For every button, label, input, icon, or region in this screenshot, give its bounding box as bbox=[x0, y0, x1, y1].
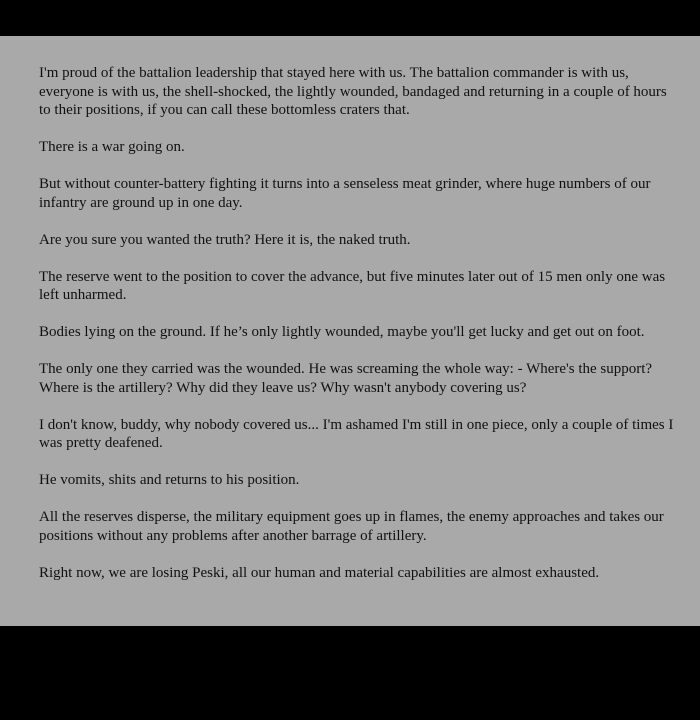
paragraph: Right now, we are losing Peski, all our human and material capabilities are almost exhausted. bbox=[39, 564, 600, 581]
paragraph: Are you sure you wanted the truth? Here it is, the naked truth. bbox=[39, 231, 411, 248]
paragraph: There is a war going on. bbox=[39, 139, 185, 155]
text-panel bbox=[0, 36, 700, 626]
paragraph: He vomits, shits and returns to his position. bbox=[39, 472, 300, 488]
paragraph: I don't know, buddy, why nobody covered us... I'm ashamed I'm still in one piece, only a couple of times I was pretty deafened. bbox=[39, 416, 674, 451]
document-body bbox=[39, 64, 679, 601]
paragraph: The reserve went to the position to cover the advance, but five minutes later out of 15 men only one was left unharmed. bbox=[39, 268, 666, 303]
paragraph: Bodies lying on the ground. If he’s only lightly wounded, maybe you'll get lucky and get out on foot. bbox=[39, 324, 645, 340]
paragraph: All the reserves disperse, the military equipment goes up in flames, the enemy approaches and takes our positions without any problems after another barrage of artillery. bbox=[39, 509, 664, 544]
paragraph: I'm proud of the battalion leadership that stayed here with us. The battalion commander is with us, everyone is with us, the shell-shocked, the lightly wounded, bandaged and returning in a couple of hours to their positions, if you can call these bottomless craters that. bbox=[39, 65, 667, 118]
paragraph: But without counter-battery fighting it turns into a senseless meat grinder, where huge numbers of our infantry are ground up in one day. bbox=[39, 176, 651, 211]
paragraph: The only one they carried was the wounded. He was screaming the whole way: - Where's the support? Where is the artillery? Why did they leave us? Why wasn't anybody covering us? bbox=[39, 361, 653, 396]
